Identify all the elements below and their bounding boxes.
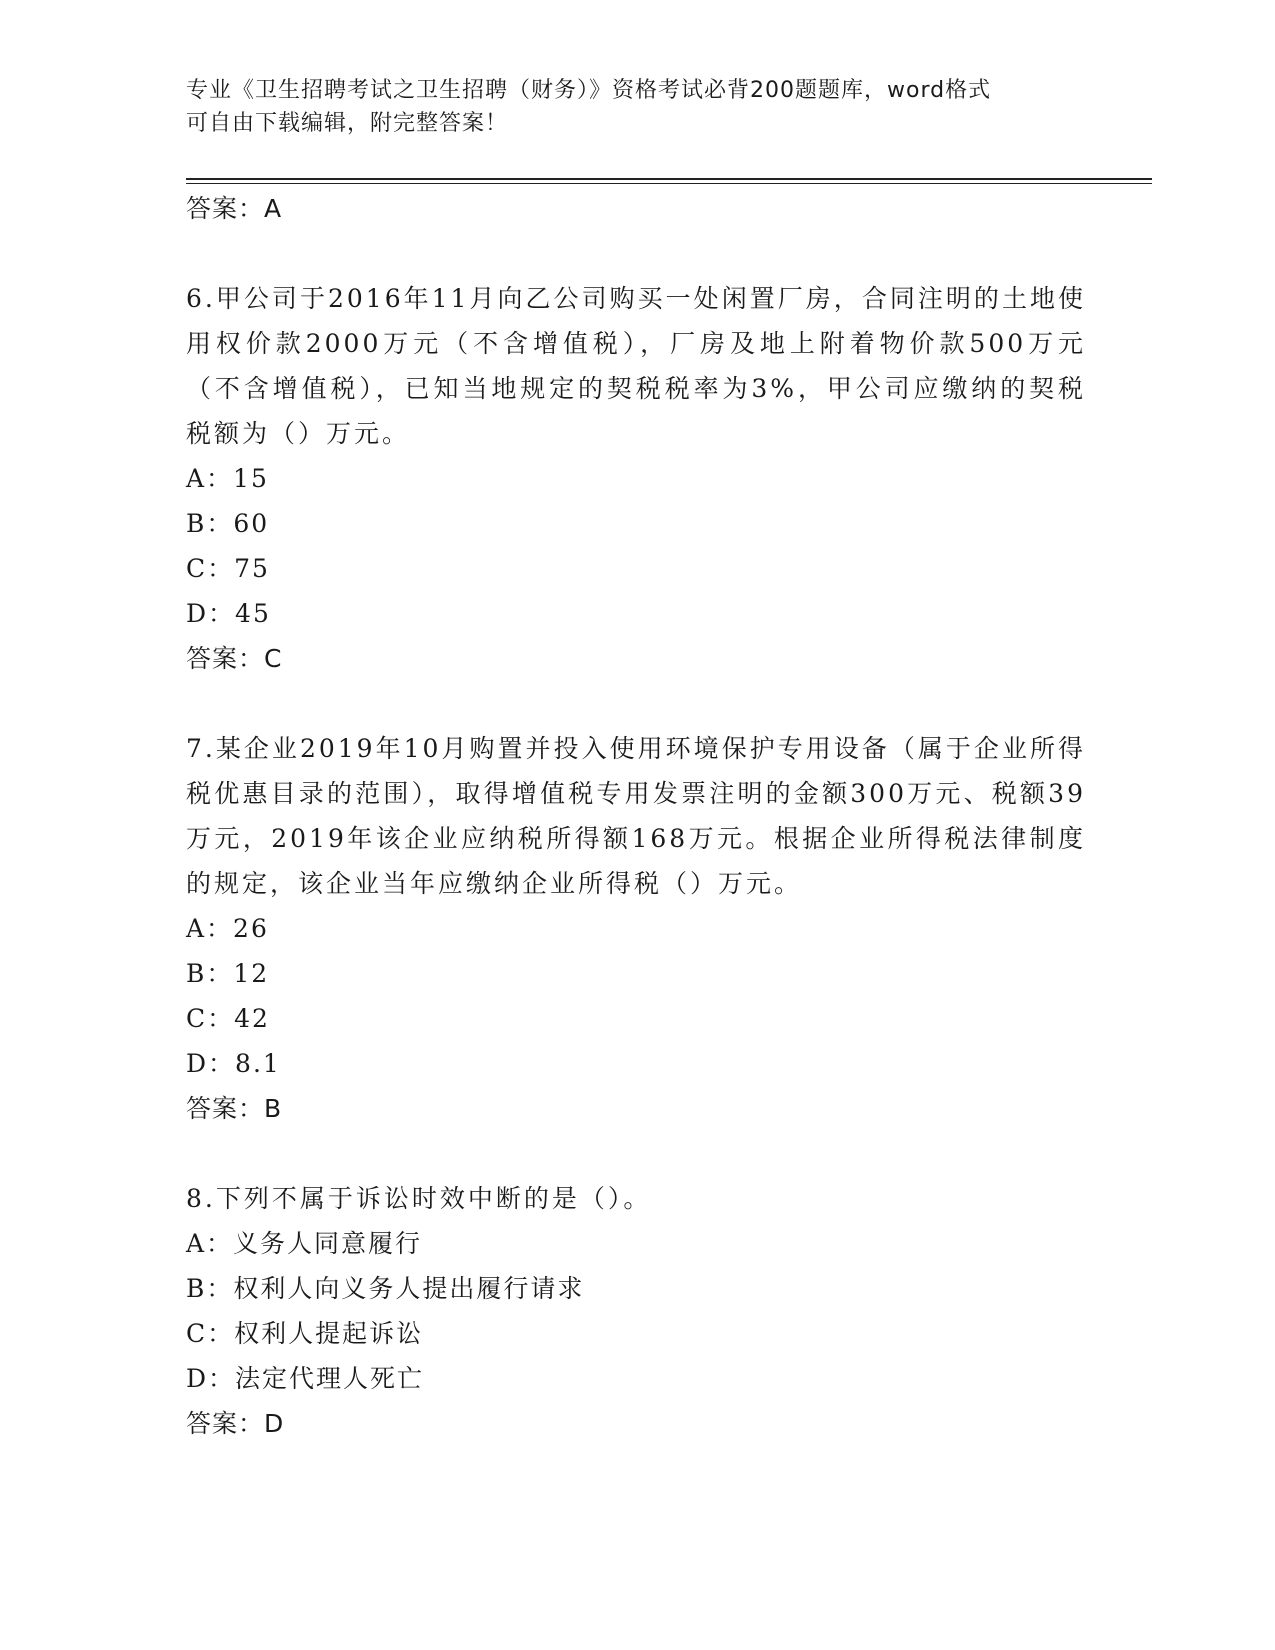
question-7-text: 7.某企业2019年10月购置并投入使用环境保护专用设备（属于企业所得税优惠目录的范围），取得增值税专用发票注明的金额300万元、税额39万元，2019年该企业应纳税所得额168万元。根据企业所得税法律制度的规定，该企业当年应缴纳企业所得税（）万元。: [186, 734, 1086, 898]
question-7-option-c: C：42: [186, 1004, 270, 1033]
question-8-option-b: B：权利人向义务人提出履行请求: [186, 1274, 585, 1303]
question-6-option-b: B：60: [186, 509, 270, 538]
question-6-option-a: A：15: [186, 464, 269, 493]
page-header: [186, 74, 1066, 140]
previous-answer: 答案：A: [186, 194, 283, 223]
question-8-option-a: A：义务人同意履行: [186, 1229, 423, 1258]
header-divider-thick: [186, 178, 1152, 180]
question-8-option-c: C：权利人提起诉讼: [186, 1319, 424, 1348]
header-line-2: 可自由下载编辑，附完整答案！: [186, 111, 509, 136]
question-7-option-d: D：8.1: [186, 1049, 281, 1078]
header-divider-thin: [186, 183, 1152, 184]
question-7-answer: 答案：B: [186, 1094, 283, 1123]
question-8-answer: 答案：D: [186, 1409, 285, 1438]
question-6-text: 6.甲公司于2016年11月向乙公司购买一处闲置厂房，合同注明的土地使用权价款2000万元（不含增值税），厂房及地上附着物价款500万元（不含增值税），已知当地规定的契税税率为3%，甲公司应缴纳的契税税额为（）万元。: [186, 284, 1086, 448]
question-8-text: 8.下列不属于诉讼时效中断的是（）。: [186, 1184, 652, 1213]
question-6-option-d: D：45: [186, 599, 271, 628]
question-6-option-c: C：75: [186, 554, 270, 583]
question-7-option-a: A：26: [186, 914, 269, 943]
question-list: [186, 186, 1086, 1446]
question-6-answer: 答案：C: [186, 644, 283, 673]
header-line-1: 专业《卫生招聘考试之卫生招聘（财务）》资格考试必背200题题库，word格式: [186, 78, 992, 103]
question-7-option-b: B：12: [186, 959, 270, 988]
question-8-option-d: D：法定代理人死亡: [186, 1364, 425, 1393]
